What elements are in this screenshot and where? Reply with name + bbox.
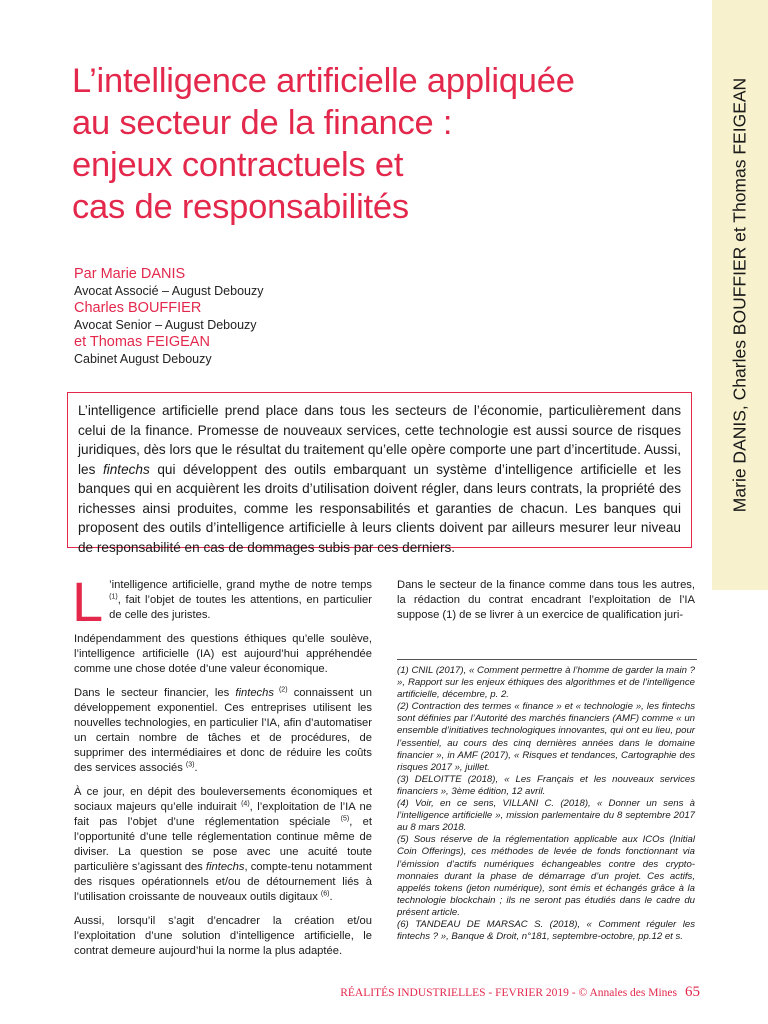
text-emphasis: fintechs	[235, 687, 274, 699]
text-run: , fait l’objet de toutes les attentions, en particulier de celle des juristes.	[109, 594, 372, 621]
footnote-ref: (3)	[185, 761, 195, 769]
abstract-text	[78, 401, 681, 557]
footnote: (3) DELOITTE (2018), « Les Français et les nouveaux services financiers », 3ème édition, 12 avril.	[397, 773, 695, 797]
author-affiliation: Avocat Associé – August Debouzy	[74, 284, 264, 298]
footnote-ref: (1)	[109, 593, 118, 601]
footer-journal: RÉALITÉS INDUSTRIELLES - FEVRIER 2019 - © Annales des Mines	[340, 987, 677, 999]
author-name: Charles BOUFFIER	[74, 300, 202, 316]
abstract-box	[67, 392, 692, 555]
footnote-ref: (5)	[340, 815, 350, 823]
text-run: , l’exploitation de l’IA ne fait pas l’objet d’une réglementation spéciale	[74, 801, 372, 828]
title-line: L’intelligence artificielle appliquée	[72, 62, 575, 100]
page-footer	[330, 984, 700, 1001]
body-paragraph: Aussi, lorsqu’il s’agit d’encadrer la création et/ou l’exploitation d’une solution d’intelligence artificielle, le contrat demeure aujourd’hui la norme la plus adaptée.	[74, 915, 372, 957]
author-block	[74, 266, 474, 368]
footnote: (1) CNIL (2017), « Comment permettre à l’homme de garder la main ? », Rapport sur les enjeux éthiques des algorithmes et de l’intelligence artificielle, décembre, p. 2.	[397, 665, 695, 701]
abstract-emphasis: fintechs	[102, 461, 150, 477]
abstract-part: L’intelligence artificielle prend place dans tous les secteurs de l’économie, particulièrement dans celui de la finance. Promesse de nouveaux services, cette technologie est aussi source de risques juridiques, dès lors que le résultat du traitement qu’elle opère comporte une part d’incertitude. Aussi, les	[78, 403, 681, 477]
footnote-divider	[397, 659, 697, 660]
body-column-right	[397, 578, 695, 623]
body-paragraph	[74, 686, 372, 776]
title-line: au secteur de la finance :	[72, 104, 453, 142]
body-paragraph	[72, 570, 372, 633]
text-run: Dans le secteur financier, les	[74, 687, 236, 699]
page-number: 65	[685, 984, 700, 1000]
article-title	[72, 60, 702, 228]
body-paragraph	[74, 785, 372, 905]
text-run: ’intelligence artificielle, grand mythe de notre temps	[109, 579, 372, 591]
body-column-left	[72, 570, 373, 968]
sidebar-authors: Marie DANIS, Charles BOUFFIER et Thomas FEIGEAN	[729, 77, 750, 513]
footnote-ref: (6)	[320, 890, 330, 898]
title-line: enjeux contractuels et	[72, 146, 404, 184]
text-run: , compte-tenu notamment des risques opérationnels et/ou de détournement liés à l’utilisation croissante de nouveaux outils digitaux	[74, 861, 372, 903]
text-run: connaissent un développement exponentiel. Ces entreprises utilisent les nouvelles technologies, en particulier l’IA, afin d’automatiser un certain nombre de tâches et de procédures, de supprimer des intermédiaires et donc de réduire les coûts des services associés	[74, 687, 373, 774]
author-name: et Thomas FEIGEAN	[74, 334, 210, 350]
author-affiliation: Cabinet August Debouzy	[74, 352, 212, 366]
title-line: cas de responsabilités	[72, 188, 409, 226]
abstract-part: qui développent des outils embarquant un système d’intelligence artificielle et les banques qui en acquièrent les droits d’utilisation doivent régler, dans leurs contrats, la propriété des richesses ainsi produites, comme les responsabilités et garanties de chacun. Les banques qui proposent des outils d’intelligence artificielle à leurs clients doivent par ailleurs mesurer leur niveau de responsabilité en cas de dommages subis par ces derniers.	[78, 461, 681, 555]
text-run: À ce jour, en dépit des bouleversements économiques et sociaux majeurs qu’elle induirait	[74, 786, 372, 813]
footnotes	[397, 665, 695, 943]
footnote-ref: (2)	[273, 686, 288, 694]
author-name: Par Marie DANIS	[74, 266, 186, 282]
author-affiliation: Avocat Senior – August Debouzy	[74, 318, 257, 332]
footnote-ref: (4)	[241, 800, 250, 808]
text-emphasis: fintechs	[205, 861, 245, 873]
body-paragraph: Indépendamment des questions éthiques qu’elle soulève, l’intelligence artificielle (IA) est aujourd’hui appréhendée comme une chose dotée d’une valeur économique.	[74, 633, 372, 675]
footnote: (2) Contraction des termes « finance » et « technologie », les fintechs sont définies par l’Autorité des marchés financiers (AMF) comme « un ensemble d’initiatives technologiques innovantes, qui ont eu lieu, pour l’essentiel, au cours des cinq dernières années dans le domaine financier », in AMF (2017), « Risques et tendances, Cartographie des risques 2017 », juillet.	[397, 701, 695, 773]
body-paragraph: Dans le secteur de la finance comme dans tous les autres, la rédaction du contrat encadrant l’exploitation de l’IA suppose (1) de se livrer à un exercice de qualification juri-	[397, 579, 695, 621]
text-run: .	[194, 762, 198, 774]
footnote: (4) Voir, en ce sens, VILLANI C. (2018), « Donner un sens à l’intelligence artificielle », mission parlementaire du 8 septembre 2017 au 8 mars 2018.	[397, 798, 695, 834]
footnote: (6) TANDEAU DE MARSAC S. (2018), « Comment réguler les fintechs ? », Banque & Droit, n°181, septembre-octobre, pp.12 et s.	[397, 918, 695, 943]
text-run: .	[329, 891, 333, 903]
text-run: , et l’opportunité d’une telle réglementation continue même de diviser. La question se pose avec une acuité toute particulière s’agissant des	[74, 816, 372, 873]
footnote: (5) Sous réserve de la réglementation applicable aux ICOs (Initial Coin Offerings), ces méthodes de levée de fonds fonctionnant via l’émission d’actifs numériques échangeables contre des crypto-monnaies durant la phase de démarrage d’un projet. Ces actifs, appelés tokens (jeton numérique), sont émis et échangés grâce à la technologie blockchain ; ils ne seront pas étudiés dans le cadre du présent article.	[397, 834, 695, 918]
drop-cap: L	[72, 570, 104, 633]
